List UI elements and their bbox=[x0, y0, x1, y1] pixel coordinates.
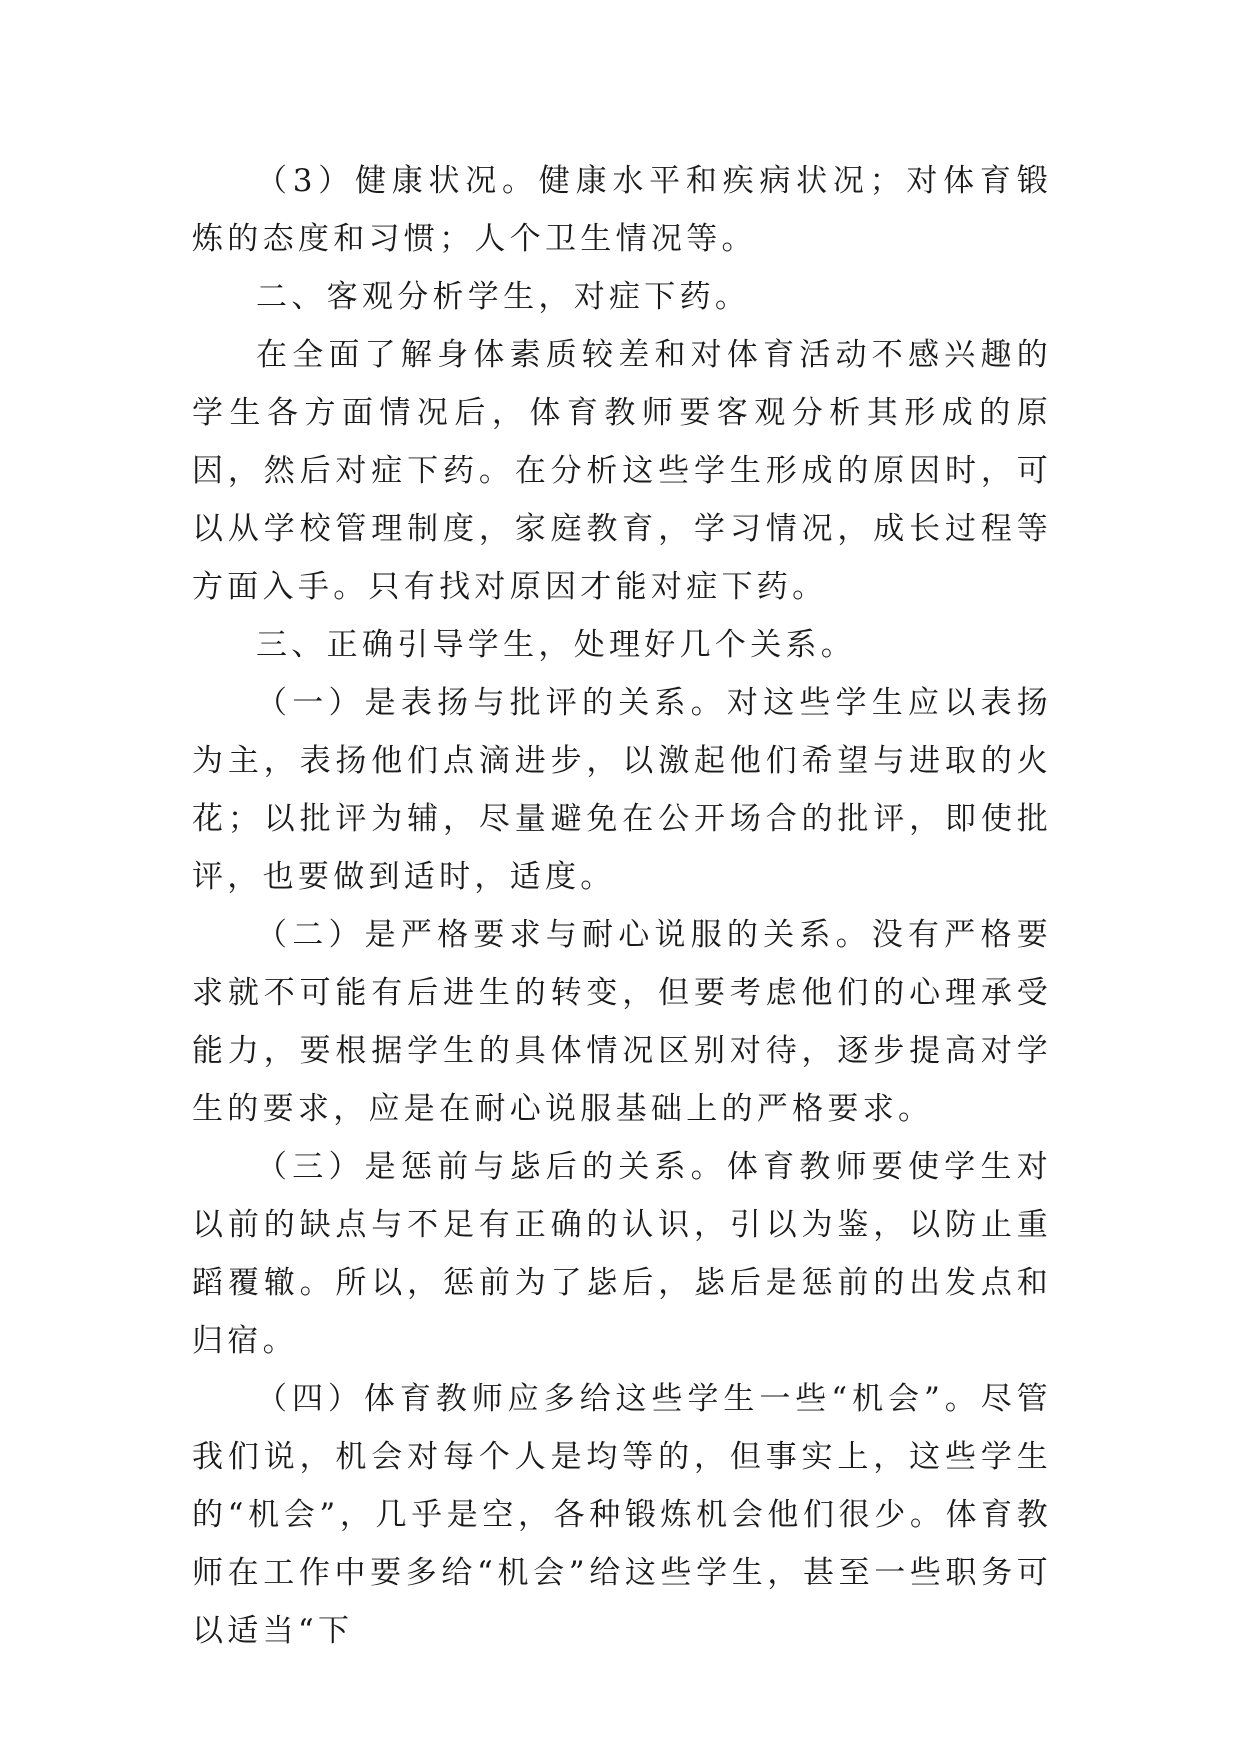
paragraph-health-status: （3）健康状况。健康水平和疾病状况；对体育锻炼的态度和习惯；人个卫生情况等。 bbox=[192, 163, 1052, 257]
heading-section-3: 三、正确引导学生，处理好几个关系。 bbox=[256, 627, 857, 663]
paragraph-past-future: （三）是惩前与毖后的关系。体育教师要使学生对以前的缺点与不足有正确的认识，引以为鉴，以防止重蹈覆辙。所以，惩前为了毖后，毖后是惩前的出发点和归宿。 bbox=[192, 1149, 1052, 1359]
paragraph-praise-criticism: （一）是表扬与批评的关系。对这些学生应以表扬为主，表扬他们点滴进步，以激起他们希望与进取的火花；以批评为辅，尽量避免在公开场合的批评，即使批评，也要做到适时，适度。 bbox=[192, 685, 1052, 895]
paragraph-analysis: 在全面了解身体素质较差和对体育活动不感兴趣的学生各方面情况后，体育教师要客观分析其形成的原因，然后对症下药。在分析这些学生形成的原因时，可以从学校管理制度，家庭教育，学习情况，成长过程等方面入手。只有找对原因才能对症下药。 bbox=[192, 337, 1052, 605]
paragraph-strict-patient: （二）是严格要求与耐心说服的关系。没有严格要求就不可能有后进生的转变，但要考虑他们的心理承受能力，要根据学生的具体情况区别对待，逐步提高对学生的要求，应是在耐心说服基础上的严格要求。 bbox=[192, 917, 1052, 1127]
paragraph-opportunities: （四）体育教师应多给这些学生一些“机会”。尽管我们说，机会对每个人是均等的，但事实上，这些学生的“机会”，几乎是空，各种锻炼机会他们很少。体育教师在工作中要多给“机会”给这些学生，甚至一些职务可以适当“下 bbox=[192, 1381, 1052, 1649]
heading-section-2: 二、客观分析学生，对症下药。 bbox=[256, 279, 751, 315]
document-body bbox=[192, 152, 1052, 1660]
